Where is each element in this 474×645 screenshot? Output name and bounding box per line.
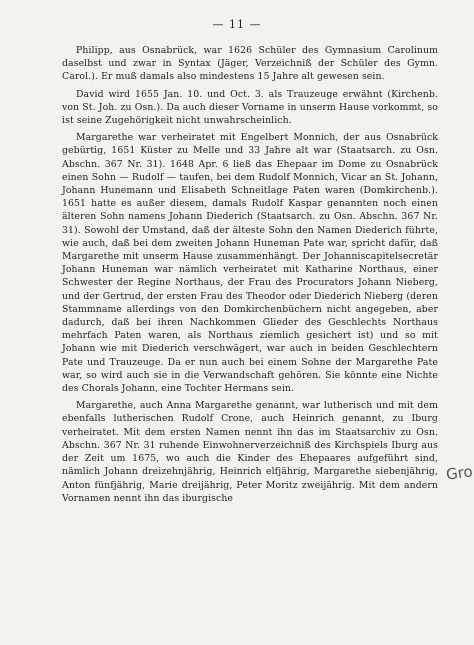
paragraph-david: David wird 1655 Jan. 10. und Oct. 3. als Trauzeuge erwähnt (Kirchenb. von St. Joh. zu Osn.). Da auch dieser Vorname in unserm Hause vorkommt, so ist seine Zugehörigkeit nicht unwahrscheinlich. — [62, 88, 438, 127]
handwritten-margin-note: Gro — [444, 462, 474, 484]
page-number: — 11 — — [212, 18, 262, 31]
paragraph-margarethe-monnich: Margarethe war verheiratet mit Engelbert Monnich, der aus Osnabrück gebürtig, 1651 Küster zu Melle und 33 Jahre alt war (Staatsarch. zu Osn. Abschn. 367 Nr. 31). 1648 Apr. 6 ließ das Ehepaar im Dome zu Osnabrück einen Sohn — Rudolf — taufen, bei dem Rudolf Monnich, Vicar an St. Johann, Johann Hunemann und Elisabeth Schneitlage Paten waren (Domkirchenb.). 1651 hatte es außer diesem, damals Rudolf Kaspar genannten noch einen älteren Sohn namens Johann Diederich (Staatsarch. zu Osn. Abschn. 367 Nr. 31). Sowohl der Umstand, daß der älteste Sohn den Namen Diederich führte, wie auch, daß bei dem zweiten Johann Huneman Pate war, spricht dafür, daß Margarethe mit unserm Hause zusammenhängt. Der Johanniscapitelsecretär Johann Huneman war nämlich verheiratet mit Katharine Northaus, einer Schwester der Regine Northaus, der Frau des Procurators Johann Nieberg, und der Gertrud, der ersten Frau des Theodor oder Diederich Nieberg (deren Stammname allerdings von den Domkirchenbüchern nicht angegeben, aber dadurch, daß bei ihren Nachkommen Glieder des Geschlechts Northaus mehrfach Paten waren, als Northaus ziemlich gesichert ist) und so mit Johann wie mit Diederich verschwägert, war auch in beiden Geschlechtern Pate und Trauzeuge. Da er nun auch bei einem Sohne der Margarethe Pate war, so wird auch sie in die Verwandschaft gehören. Sie könnte eine Nichte des Chorals Johann, eine Tochter Hermans sein. — [62, 132, 438, 395]
paragraph-philipp: Philipp, aus Osnabrück, war 1626 Schüler des Gymnasium Carolinum daselbst und zwar in Syntax (Jäger, Verzeichniß der Schüler des Gymn. Carol.). Er muß damals also mindestens 15 Jahre alt gewesen sein. — [62, 45, 438, 83]
body-text — [62, 44, 438, 509]
paragraph-margarethe-crone: Margarethe, auch Anna Margarethe genannt, war lutherisch und mit dem ebenfalls lutherischen Rudolf Crone, auch Heinrich genannt, zu Iburg verheiratet. Mit dem ersten Namen nennt ihn das im Staatsarchiv zu Osn. Abschn. 367 Nr. 31 ruhende Einwohnerverzeichniß des Kirchspiels Iburg aus der Zeit um 1675, wo auch die Kinder des Ehepaares aufgeführt sind, nämlich Johann dreizehnjährig, Heinrich elfjährig, Margarethe siebenjährig, Anton fünfjährig, Marie dreijährig, Peter Moritz zweijährig. Mit dem andern Vornamen nennt ihn das iburgische — [62, 400, 438, 504]
